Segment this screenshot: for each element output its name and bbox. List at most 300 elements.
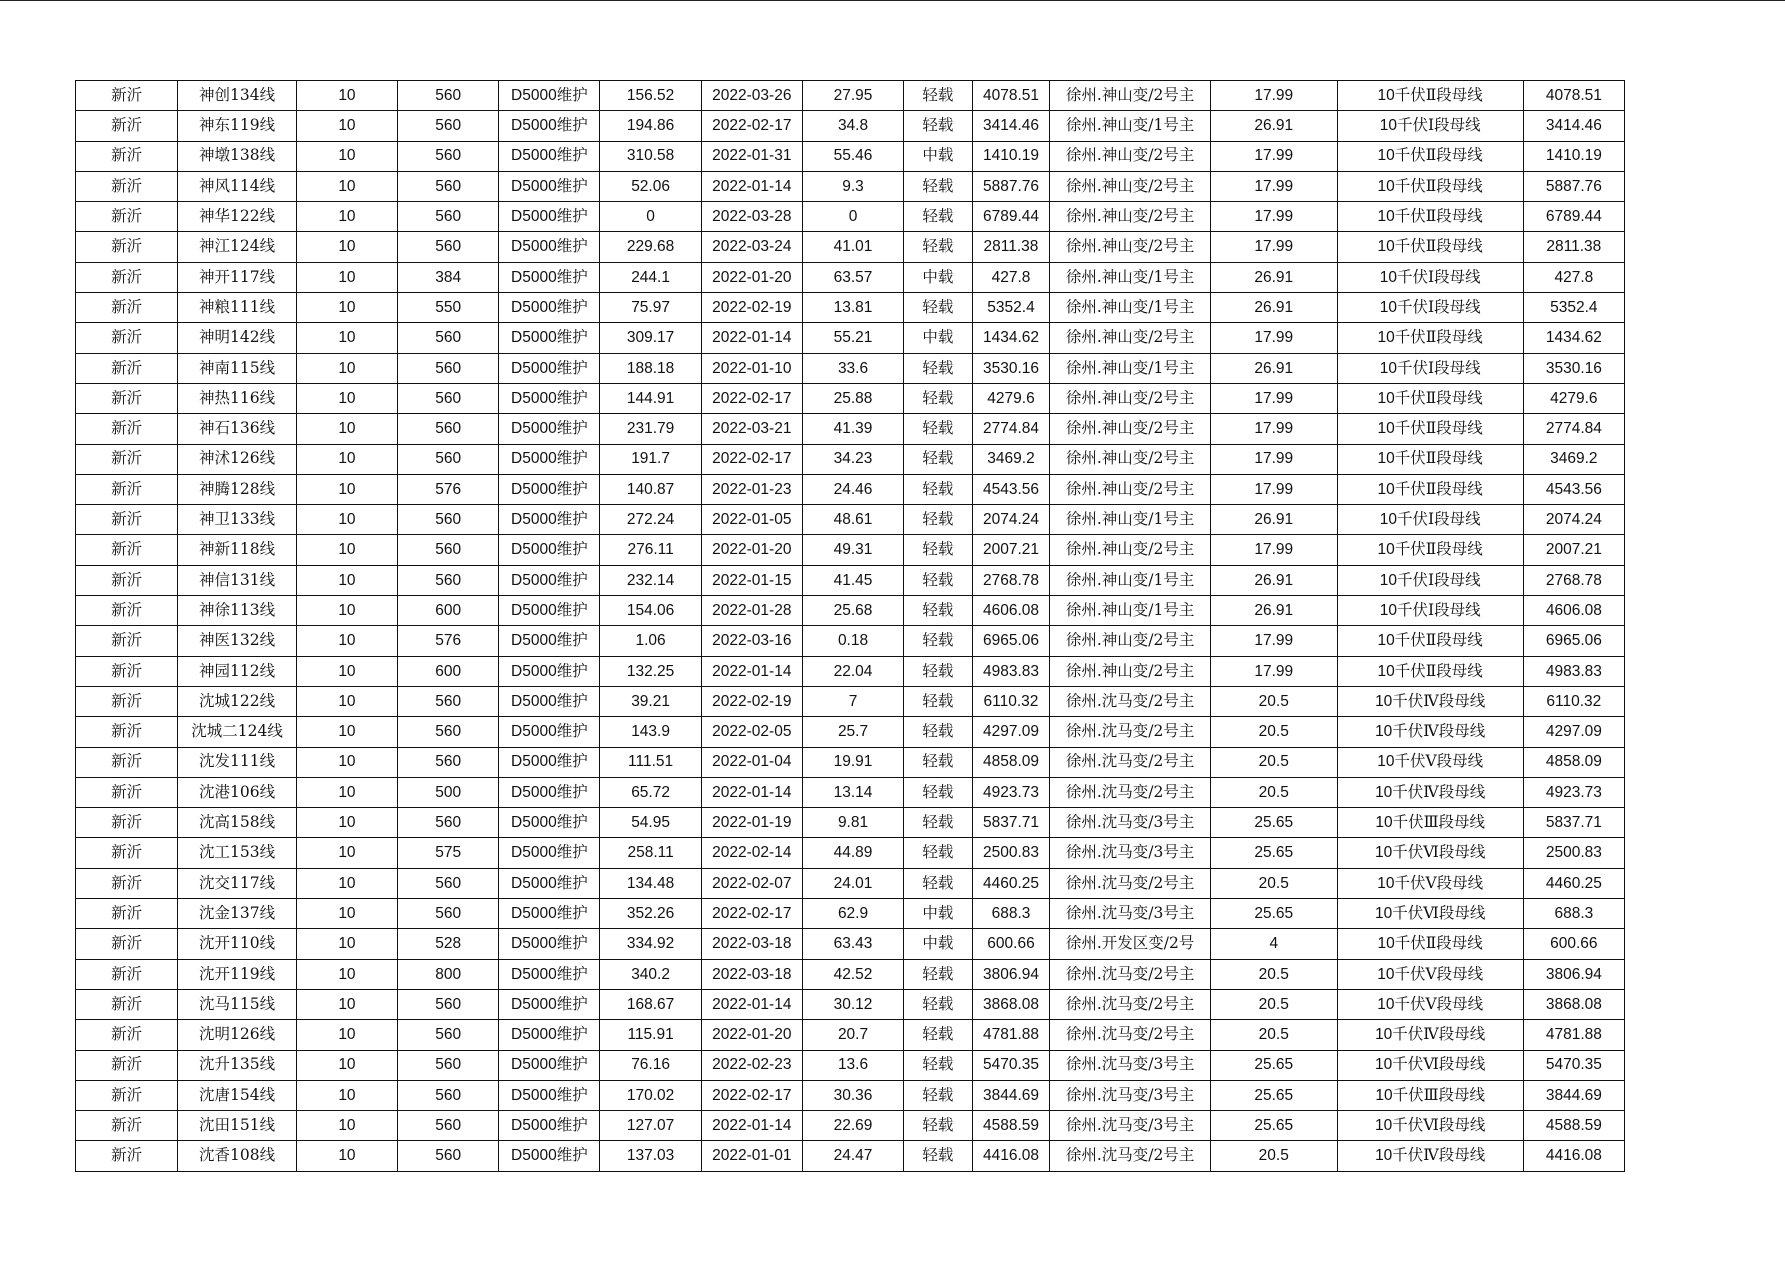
line-name-cell: 沈港106线 [178,777,297,807]
table-row [76,202,1625,232]
system-cell: D5000维护 [499,1080,600,1110]
load-rate-cell: 9.81 [802,808,903,838]
system-cell: D5000维护 [499,141,600,171]
region-cell: 新沂 [76,141,178,171]
transformer-rate-cell: 17.99 [1210,141,1337,171]
region-cell: 新沂 [76,989,178,1019]
busbar-cell: 10千伏Ⅳ段母线 [1337,717,1523,747]
capacity-cell: 560 [398,232,499,262]
line-name-cell: 神风114线 [178,171,297,201]
system-cell: D5000维护 [499,656,600,686]
transformer-rate-cell: 17.99 [1210,474,1337,504]
line-name-cell: 神开117线 [178,262,297,292]
source-transformer-cell: 徐州.神山变/2号主 [1050,141,1211,171]
source-transformer-cell: 徐州.沈马变/3号主 [1050,838,1211,868]
capacity-cell: 560 [398,1111,499,1141]
load-rate-cell: 30.36 [802,1080,903,1110]
max-load-cell: 144.91 [600,383,701,413]
date-cell: 2022-02-17 [701,899,802,929]
load-status-cell: 轻载 [904,1050,973,1080]
transformer-rate-cell: 26.91 [1210,262,1337,292]
max-load-cell: 127.07 [600,1111,701,1141]
source-transformer-cell: 徐州.神山变/2号主 [1050,383,1211,413]
transformer-rate-cell: 20.5 [1210,747,1337,777]
load-rate-cell: 44.89 [802,838,903,868]
source-transformer-cell: 徐州.沈马变/2号主 [1050,717,1211,747]
max-load-cell: 310.58 [600,141,701,171]
transformer-rate-cell: 20.5 [1210,1141,1337,1171]
available-capacity-cell: 5887.76 [1523,171,1624,201]
date-cell: 2022-01-14 [701,323,802,353]
table-row [76,1050,1625,1080]
voltage-cell: 10 [296,868,397,898]
max-load-cell: 340.2 [600,959,701,989]
load-rate-cell: 9.3 [802,171,903,201]
region-cell: 新沂 [76,1141,178,1171]
line-name-cell: 沈升135线 [178,1050,297,1080]
available-capacity-cell: 3806.94 [1523,959,1624,989]
date-cell: 2022-01-14 [701,989,802,1019]
voltage-cell: 10 [296,808,397,838]
busbar-cell: 10千伏Ⅵ段母线 [1337,899,1523,929]
max-load-cell: 276.11 [600,535,701,565]
load-status-cell: 轻载 [904,202,973,232]
date-cell: 2022-02-17 [701,1080,802,1110]
date-cell: 2022-01-15 [701,565,802,595]
line-name-cell: 沈马115线 [178,989,297,1019]
available-capacity-cell: 3868.08 [1523,989,1624,1019]
capacity-cell: 560 [398,1141,499,1171]
capacity-cell: 384 [398,262,499,292]
source-transformer-cell: 徐州.神山变/2号主 [1050,444,1211,474]
date-cell: 2022-03-24 [701,232,802,262]
voltage-cell: 10 [296,535,397,565]
max-load-cell: 272.24 [600,505,701,535]
transformer-rate-cell: 25.65 [1210,808,1337,838]
capacity-cell: 575 [398,838,499,868]
capacity-cell: 560 [398,323,499,353]
capacity-cell: 560 [398,808,499,838]
busbar-cell: 10千伏Ⅵ段母线 [1337,1111,1523,1141]
max-load-cell: 143.9 [600,717,701,747]
table-row [76,444,1625,474]
region-cell: 新沂 [76,747,178,777]
date-cell: 2022-02-07 [701,868,802,898]
system-cell: D5000维护 [499,293,600,323]
system-cell: D5000维护 [499,111,600,141]
voltage-cell: 10 [296,989,397,1019]
region-cell: 新沂 [76,717,178,747]
max-load-cell: 132.25 [600,656,701,686]
source-transformer-cell: 徐州.神山变/2号主 [1050,171,1211,201]
line-name-cell: 神粮111线 [178,293,297,323]
system-cell: D5000维护 [499,202,600,232]
table-row [76,808,1625,838]
system-cell: D5000维护 [499,1141,600,1171]
spare-load-cell: 2811.38 [972,232,1050,262]
source-transformer-cell: 徐州.沈马变/3号主 [1050,1111,1211,1141]
load-status-cell: 轻载 [904,1080,973,1110]
available-capacity-cell: 4297.09 [1523,717,1624,747]
transformer-rate-cell: 26.91 [1210,596,1337,626]
line-name-cell: 神徐113线 [178,596,297,626]
system-cell: D5000维护 [499,899,600,929]
load-status-cell: 轻载 [904,868,973,898]
source-transformer-cell: 徐州.神山变/1号主 [1050,565,1211,595]
source-transformer-cell: 徐州.沈马变/2号主 [1050,959,1211,989]
busbar-cell: 10千伏Ⅴ段母线 [1337,959,1523,989]
region-cell: 新沂 [76,262,178,292]
capacity-cell: 560 [398,717,499,747]
voltage-cell: 10 [296,1080,397,1110]
available-capacity-cell: 1410.19 [1523,141,1624,171]
available-capacity-cell: 5837.71 [1523,808,1624,838]
date-cell: 2022-01-14 [701,171,802,201]
region-cell: 新沂 [76,1080,178,1110]
spare-load-cell: 4923.73 [972,777,1050,807]
region-cell: 新沂 [76,171,178,201]
spare-load-cell: 6110.32 [972,686,1050,716]
max-load-cell: 134.48 [600,868,701,898]
available-capacity-cell: 4858.09 [1523,747,1624,777]
available-capacity-cell: 3414.46 [1523,111,1624,141]
source-transformer-cell: 徐州.沈马变/3号主 [1050,899,1211,929]
available-capacity-cell: 4078.51 [1523,81,1624,111]
region-cell: 新沂 [76,293,178,323]
load-rate-cell: 33.6 [802,353,903,383]
system-cell: D5000维护 [499,353,600,383]
load-status-cell: 轻载 [904,1141,973,1171]
table-body [76,81,1625,1172]
date-cell: 2022-01-14 [701,777,802,807]
capacity-cell: 560 [398,1080,499,1110]
load-rate-cell: 41.45 [802,565,903,595]
line-name-cell: 神热116线 [178,383,297,413]
transformer-rate-cell: 25.65 [1210,1050,1337,1080]
spare-load-cell: 3469.2 [972,444,1050,474]
available-capacity-cell: 4416.08 [1523,1141,1624,1171]
load-rate-cell: 41.01 [802,232,903,262]
voltage-cell: 10 [296,353,397,383]
voltage-cell: 10 [296,444,397,474]
system-cell: D5000维护 [499,1050,600,1080]
busbar-cell: 10千伏Ⅱ段母线 [1337,414,1523,444]
available-capacity-cell: 4460.25 [1523,868,1624,898]
load-status-cell: 轻载 [904,838,973,868]
system-cell: D5000维护 [499,535,600,565]
max-load-cell: 137.03 [600,1141,701,1171]
system-cell: D5000维护 [499,383,600,413]
busbar-cell: 10千伏Ⅳ段母线 [1337,1141,1523,1171]
table-row [76,959,1625,989]
line-name-cell: 神新118线 [178,535,297,565]
capacity-cell: 528 [398,929,499,959]
line-name-cell: 神东119线 [178,111,297,141]
line-name-cell: 神石136线 [178,414,297,444]
busbar-cell: 10千伏Ⅱ段母线 [1337,626,1523,656]
source-transformer-cell: 徐州.神山变/2号主 [1050,202,1211,232]
capacity-cell: 560 [398,535,499,565]
table-row [76,777,1625,807]
line-name-cell: 沈开119线 [178,959,297,989]
date-cell: 2022-02-19 [701,293,802,323]
spare-load-cell: 4543.56 [972,474,1050,504]
transformer-rate-cell: 26.91 [1210,293,1337,323]
load-rate-cell: 13.81 [802,293,903,323]
date-cell: 2022-02-23 [701,1050,802,1080]
capacity-cell: 560 [398,353,499,383]
voltage-cell: 10 [296,656,397,686]
voltage-cell: 10 [296,717,397,747]
load-rate-cell: 0.18 [802,626,903,656]
load-status-cell: 轻载 [904,686,973,716]
busbar-cell: 10千伏Ⅰ段母线 [1337,565,1523,595]
source-transformer-cell: 徐州.沈马变/3号主 [1050,1050,1211,1080]
date-cell: 2022-01-20 [701,535,802,565]
max-load-cell: 39.21 [600,686,701,716]
voltage-cell: 10 [296,596,397,626]
line-name-cell: 沈香108线 [178,1141,297,1171]
busbar-cell: 10千伏Ⅱ段母线 [1337,535,1523,565]
region-cell: 新沂 [76,596,178,626]
load-rate-cell: 25.88 [802,383,903,413]
voltage-cell: 10 [296,565,397,595]
date-cell: 2022-03-16 [701,626,802,656]
load-status-cell: 中载 [904,899,973,929]
voltage-cell: 10 [296,262,397,292]
table-row [76,989,1625,1019]
region-cell: 新沂 [76,959,178,989]
line-name-cell: 神明142线 [178,323,297,353]
available-capacity-cell: 4781.88 [1523,1020,1624,1050]
spare-load-cell: 4279.6 [972,383,1050,413]
spare-load-cell: 427.8 [972,262,1050,292]
spare-load-cell: 4297.09 [972,717,1050,747]
system-cell: D5000维护 [499,929,600,959]
max-load-cell: 229.68 [600,232,701,262]
load-status-cell: 轻载 [904,626,973,656]
busbar-cell: 10千伏Ⅱ段母线 [1337,323,1523,353]
busbar-cell: 10千伏Ⅰ段母线 [1337,262,1523,292]
voltage-cell: 10 [296,505,397,535]
source-transformer-cell: 徐州.神山变/1号主 [1050,262,1211,292]
transformer-rate-cell: 20.5 [1210,1020,1337,1050]
spare-load-cell: 5352.4 [972,293,1050,323]
busbar-cell: 10千伏Ⅳ段母线 [1337,1020,1523,1050]
source-transformer-cell: 徐州.神山变/1号主 [1050,596,1211,626]
load-status-cell: 轻载 [904,656,973,686]
date-cell: 2022-01-01 [701,1141,802,1171]
source-transformer-cell: 徐州.沈马变/3号主 [1050,808,1211,838]
line-name-cell: 沈田151线 [178,1111,297,1141]
available-capacity-cell: 427.8 [1523,262,1624,292]
date-cell: 2022-01-04 [701,747,802,777]
spare-load-cell: 6965.06 [972,626,1050,656]
load-status-cell: 轻载 [904,293,973,323]
system-cell: D5000维护 [499,1111,600,1141]
line-name-cell: 沈城122线 [178,686,297,716]
source-transformer-cell: 徐州.神山变/2号主 [1050,81,1211,111]
region-cell: 新沂 [76,656,178,686]
load-status-cell: 轻载 [904,81,973,111]
system-cell: D5000维护 [499,323,600,353]
max-load-cell: 309.17 [600,323,701,353]
voltage-cell: 10 [296,626,397,656]
available-capacity-cell: 6110.32 [1523,686,1624,716]
spare-load-cell: 3530.16 [972,353,1050,383]
table-row [76,293,1625,323]
load-status-cell: 轻载 [904,717,973,747]
spare-load-cell: 6789.44 [972,202,1050,232]
table-row [76,656,1625,686]
busbar-cell: 10千伏Ⅱ段母线 [1337,383,1523,413]
line-name-cell: 神创134线 [178,81,297,111]
transformer-rate-cell: 17.99 [1210,656,1337,686]
capacity-cell: 560 [398,383,499,413]
max-load-cell: 232.14 [600,565,701,595]
system-cell: D5000维护 [499,1020,600,1050]
region-cell: 新沂 [76,383,178,413]
date-cell: 2022-01-05 [701,505,802,535]
transformer-rate-cell: 20.5 [1210,959,1337,989]
table-row [76,505,1625,535]
region-cell: 新沂 [76,626,178,656]
spare-load-cell: 4983.83 [972,656,1050,686]
busbar-cell: 10千伏Ⅲ段母线 [1337,1080,1523,1110]
capacity-cell: 560 [398,899,499,929]
region-cell: 新沂 [76,808,178,838]
load-status-cell: 中载 [904,262,973,292]
available-capacity-cell: 1434.62 [1523,323,1624,353]
line-name-cell: 沈工153线 [178,838,297,868]
busbar-cell: 10千伏Ⅱ段母线 [1337,232,1523,262]
source-transformer-cell: 徐州.神山变/2号主 [1050,535,1211,565]
line-name-cell: 神卫133线 [178,505,297,535]
line-name-cell: 沈城二124线 [178,717,297,747]
capacity-cell: 560 [398,81,499,111]
capacity-cell: 600 [398,656,499,686]
transformer-rate-cell: 25.65 [1210,899,1337,929]
load-rate-cell: 19.91 [802,747,903,777]
load-status-cell: 轻载 [904,171,973,201]
transformer-rate-cell: 17.99 [1210,202,1337,232]
load-status-cell: 轻载 [904,535,973,565]
page-top-rule [0,0,1785,1]
source-transformer-cell: 徐州.神山变/2号主 [1050,232,1211,262]
load-rate-cell: 24.01 [802,868,903,898]
line-name-cell: 沈高158线 [178,808,297,838]
available-capacity-cell: 2768.78 [1523,565,1624,595]
region-cell: 新沂 [76,686,178,716]
load-rate-cell: 55.21 [802,323,903,353]
table-row [76,626,1625,656]
source-transformer-cell: 徐州.神山变/2号主 [1050,323,1211,353]
system-cell: D5000维护 [499,686,600,716]
source-transformer-cell: 徐州.沈马变/2号主 [1050,1141,1211,1171]
source-transformer-cell: 徐州.沈马变/2号主 [1050,747,1211,777]
date-cell: 2022-01-14 [701,1111,802,1141]
load-rate-cell: 30.12 [802,989,903,1019]
load-rate-cell: 55.46 [802,141,903,171]
system-cell: D5000维护 [499,868,600,898]
max-load-cell: 168.67 [600,989,701,1019]
voltage-cell: 10 [296,383,397,413]
busbar-cell: 10千伏Ⅵ段母线 [1337,838,1523,868]
table-row [76,686,1625,716]
table-row [76,474,1625,504]
max-load-cell: 188.18 [600,353,701,383]
capacity-cell: 576 [398,474,499,504]
table-row [76,1111,1625,1141]
transformer-rate-cell: 20.5 [1210,989,1337,1019]
region-cell: 新沂 [76,202,178,232]
max-load-cell: 170.02 [600,1080,701,1110]
transformer-rate-cell: 20.5 [1210,717,1337,747]
date-cell: 2022-03-18 [701,929,802,959]
transformer-rate-cell: 17.99 [1210,444,1337,474]
available-capacity-cell: 2811.38 [1523,232,1624,262]
capacity-cell: 560 [398,202,499,232]
transformer-rate-cell: 4 [1210,929,1337,959]
busbar-cell: 10千伏Ⅴ段母线 [1337,747,1523,777]
load-rate-cell: 42.52 [802,959,903,989]
transformer-rate-cell: 25.65 [1210,1080,1337,1110]
line-name-cell: 神南115线 [178,353,297,383]
voltage-cell: 10 [296,1050,397,1080]
spare-load-cell: 4606.08 [972,596,1050,626]
voltage-cell: 10 [296,141,397,171]
region-cell: 新沂 [76,414,178,444]
transformer-rate-cell: 17.99 [1210,232,1337,262]
available-capacity-cell: 4923.73 [1523,777,1624,807]
system-cell: D5000维护 [499,414,600,444]
region-cell: 新沂 [76,899,178,929]
system-cell: D5000维护 [499,808,600,838]
available-capacity-cell: 5352.4 [1523,293,1624,323]
line-name-cell: 沈金137线 [178,899,297,929]
date-cell: 2022-02-19 [701,686,802,716]
load-status-cell: 轻载 [904,505,973,535]
max-load-cell: 52.06 [600,171,701,201]
line-name-cell: 神腾128线 [178,474,297,504]
voltage-cell: 10 [296,293,397,323]
line-name-cell: 神沭126线 [178,444,297,474]
load-status-cell: 中载 [904,141,973,171]
busbar-cell: 10千伏Ⅳ段母线 [1337,686,1523,716]
region-cell: 新沂 [76,565,178,595]
table-row [76,1141,1625,1171]
table-row [76,171,1625,201]
capacity-cell: 600 [398,596,499,626]
line-name-cell: 神江124线 [178,232,297,262]
transformer-rate-cell: 25.65 [1210,838,1337,868]
load-status-cell: 轻载 [904,353,973,383]
available-capacity-cell: 6965.06 [1523,626,1624,656]
voltage-cell: 10 [296,777,397,807]
region-cell: 新沂 [76,868,178,898]
transformer-rate-cell: 17.99 [1210,535,1337,565]
load-status-cell: 中载 [904,929,973,959]
load-status-cell: 轻载 [904,1020,973,1050]
source-transformer-cell: 徐州.神山变/2号主 [1050,626,1211,656]
source-transformer-cell: 徐州.神山变/1号主 [1050,111,1211,141]
load-status-cell: 轻载 [904,444,973,474]
source-transformer-cell: 徐州.沈马变/2号主 [1050,1020,1211,1050]
max-load-cell: 1.06 [600,626,701,656]
busbar-cell: 10千伏Ⅳ段母线 [1337,777,1523,807]
load-rate-cell: 34.8 [802,111,903,141]
source-transformer-cell: 徐州.神山变/2号主 [1050,474,1211,504]
